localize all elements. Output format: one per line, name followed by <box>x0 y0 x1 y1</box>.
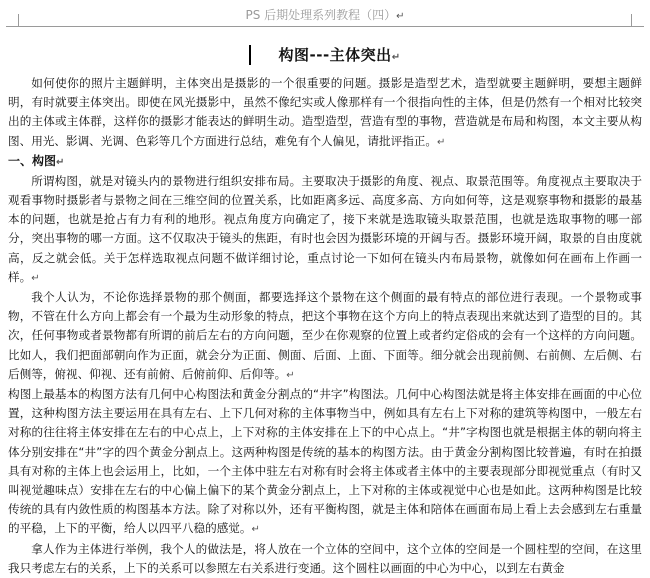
document-title: 构图---主体突出↵ <box>278 46 401 64</box>
paragraph-person-example: 拿人作为主体进行举例，我个人的做法是，将人放在一个立体的空间中，这个立体的空间是一个圆柱型的空间，在这里我只考虑左右的关系，上下的关系可以参照左右关系进行变通。这个圆柱以画面的中心为中心，以到左右黄金 <box>8 541 642 575</box>
header-rule <box>8 26 642 27</box>
paragraph-intro: 如何使你的照片主题鲜明，主体突出是摄影的一个很重要的问题。摄影是造型艺术，造型就要主题鲜明，要想主题鲜明，有时就要主体突出。即使在风光摄影中，虽然不像纪实或人像那样有一个很指向性的主体，但是仍然有一个相对比较突出的主体或主体群，这样你的摄影才能表达的鲜明生动。造型造型，营造有型的事物，营造就是布局和构图，本文主要从构图、用光、影调、光调、色彩等几个方面进行总结，难免有个人偏见，请批评指正。↵ <box>8 76 642 148</box>
paragraph-personal-view: 我个人认为，不论你选择景物的那个侧面，都要选择这个景物在这个侧面的最有特点的部位进行表现。一个景物或事物，不管在什么方向上都会有一个最为生动形象的特点，把这个事物在这个方向上的特点表现出来就达到了造型的目的。其次，任何事物或者景物都有所谓的前后左右的方向问题，至少在你观察的位置上或者约定俗成的会有一个这样的方向问题。比如人，我们把面部朝向作为正面，就会分为正面、侧面、后面、上面、下面等。细分就会出现前侧、右前侧、左后侧、右后侧等，俯视、仰视、还有前俯、后俯前仰、后仰等。↵ <box>8 290 642 381</box>
paragraph-basic-methods: 构图上最基本的构图方法有几何中心构图法和黄金分割点的“井字”构图法。几何中心构图法就是将主体安排在画面的中心位置，这种构图方法主要运用在具有左右、上下几何对称的主体事物当中，例如具有左右上下对称的建筑等构图中，一般左右对称的往往将主体安排在左右的中心点上，上下对称的主体安排在上下的中心点上。“井”字构图也就是根据主体的朝向将主体分别安排在“井”字的四个黄金分割点上。这两种构图是传统的基本的构图方法。由于黄金分割构图比较普遍，有时在拍摄具有对称的主体上也会运用上，比如，一个主体中驻左右对称有时会将主体或者主体中的主要表现部分即视觉重点（有时又叫视觉趣味点）安排在左右的中心偏上偏下的某个黄金分割点上，上下对称的主体或视觉中心也是如此。这两种构图是比较传统的具有内敛性质的构图基本方法。除了对称以外，还有平衡构图，就是主体和陪体在画面布局上看上去会感到左右重量的平稳，上下的平衡，给人以四平八稳的感觉。↵ <box>8 387 642 536</box>
title-row <box>8 44 642 68</box>
section-heading: 一、构图↵ <box>8 153 65 168</box>
header-title: PS 后期处理系列教程（四）↵ <box>245 8 405 22</box>
text-cursor <box>249 45 251 65</box>
document-body[interactable] <box>8 44 642 575</box>
paragraph-composition-definition: 所谓构图，就是对镜头内的景物进行组织安排布局。主要取决于摄影的角度、视点、取景范围等。角度视点主要取决于观看事物时摄影者与景物之间在三维空间的位置关系，比如距离多远、高度多高、方向如何等，这是观察事物和摄影的最基本的问题，也就是抢占有力有利的地形。视点角度方向确定了，接下来就是选取镜头取景范围，也就是选取事物的哪一部分，突出事物的哪一方面。这不仅取决于镜头的焦距，有时也会因为摄影环境的开阔与否。摄影环境开阔，取景的自由度就高，反之就会低。关于怎样选取视点问题不做详细讨论，重点讨论一下如何在镜头内布局景物，就像如何在画布上作画一样。↵ <box>8 173 642 284</box>
page-header <box>0 0 650 30</box>
margin-corner-mark-right <box>631 14 644 27</box>
